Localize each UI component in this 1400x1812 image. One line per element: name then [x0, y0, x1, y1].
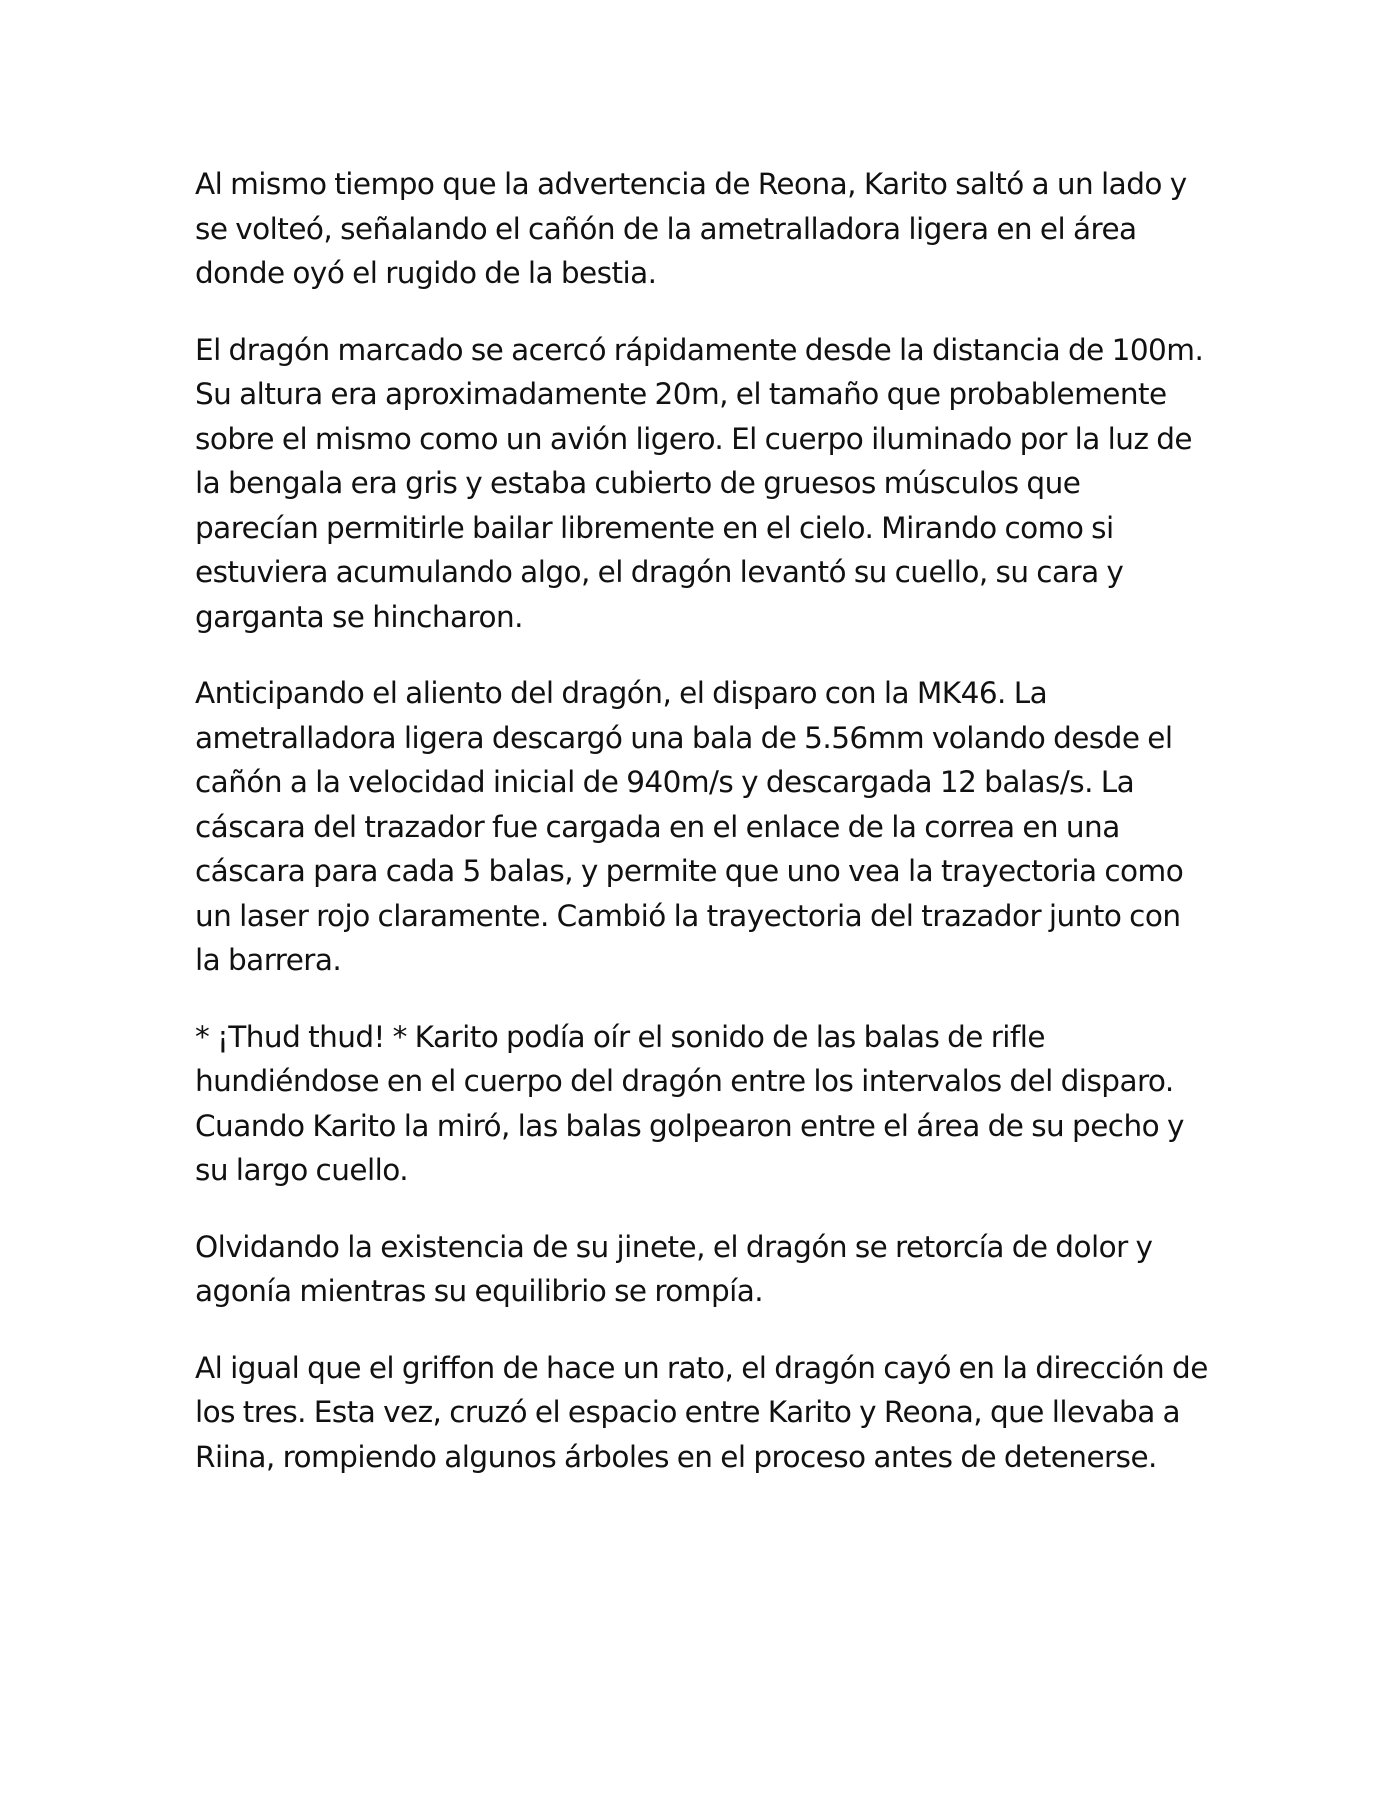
paragraph: Al igual que el griffon de hace un rato, el dragón cayó en la dirección de los tres. Esta vez, cruzó el espacio entre Karito y Reona, que llevaba a Riina, rompiendo algunos árboles en el proceso antes de detenerse.: [195, 1350, 1208, 1474]
document-body: [195, 162, 1210, 1511]
paragraph: Al mismo tiempo que la advertencia de Reona, Karito saltó a un lado y se volteó, señalando el cañón de la ametralladora ligera en el área donde oyó el rugido de la bestia.: [195, 167, 1187, 290]
paragraph: El dragón marcado se acercó rápidamente desde la distancia de 100m. Su altura era aproximadamente 20m, el tamaño que probablemente sobre el mismo como un avión ligero. El cuerpo iluminado por la luz de la bengala era gris y estaba cubierto de gruesos músculos que parecían permitirle bailar libremente en el cielo. Mirando como si estuviera acumulando algo, el dragón levantó su cuello, su cara y garganta se hincharon.: [195, 332, 1204, 634]
paragraph: * ¡Thud thud! * Karito podía oír el sonido de las balas de rifle hundiéndose en el cuerpo del dragón entre los intervalos del disparo. Cuando Karito la miró, las balas golpearon entre el área de su pecho y su largo cuello.: [195, 1019, 1184, 1187]
paragraph: Anticipando el aliento del dragón, el disparo con la MK46. La ametralladora ligera descargó una bala de 5.56mm volando desde el cañón a la velocidad inicial de 940m/s y descargada 12 balas/s. La cáscara del trazador fue cargada en el enlace de la correa en una cáscara para cada 5 balas, y permite que uno vea la trayectoria como un laser rojo claramente. Cambió la trayectoria del trazador junto con la barrera.: [195, 676, 1184, 977]
paragraph: Olvidando la existencia de su jinete, el dragón se retorcía de dolor y agonía mientras su equilibrio se rompía.: [195, 1229, 1153, 1308]
